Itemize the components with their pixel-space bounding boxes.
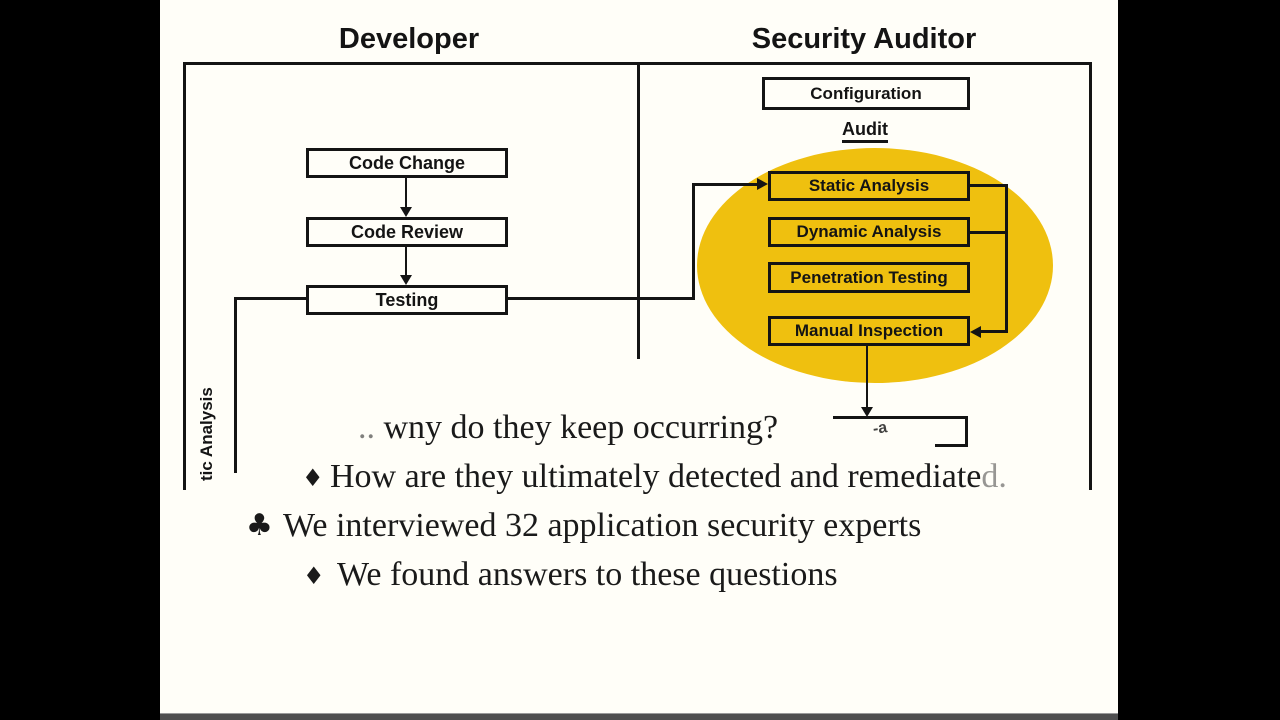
diamond-bullet-icon: ♦ <box>302 464 324 492</box>
overlay-line-4-text: We found answers to these questions <box>337 556 838 593</box>
right-black-bar <box>1118 0 1280 720</box>
configuration-box: Configuration <box>762 77 970 110</box>
overlay-line-1-text: wny do they keep occurring? <box>383 409 779 446</box>
overlay-line-3 <box>283 507 921 545</box>
arrow-stem <box>405 247 407 276</box>
arrow-down-icon <box>400 207 412 217</box>
penetration-testing-box: Penetration Testing <box>768 262 970 293</box>
overlay-line-3-text: We interviewed 32 application security experts <box>283 507 922 544</box>
audit-label <box>815 119 915 140</box>
connector-line <box>1005 184 1008 333</box>
overlay-line-2-faded: d. <box>981 458 1007 495</box>
arrow-left-icon <box>970 326 981 338</box>
left-black-bar <box>0 0 160 720</box>
connector-line <box>234 297 237 473</box>
audit-label-text: Audit <box>842 119 888 143</box>
arrow-stem <box>405 178 407 208</box>
container-right-edge <box>1089 62 1092 490</box>
connector-line <box>981 330 1008 333</box>
manual-inspection-box: Manual Inspection <box>768 316 970 346</box>
code-review-box: Code Review <box>306 217 508 247</box>
arrow-down-icon <box>400 275 412 285</box>
static-analysis-side-label: tic Analysis <box>197 387 216 481</box>
overlay-line-2 <box>330 458 1007 496</box>
report-box-bottom-edge <box>935 444 968 447</box>
club-bullet-icon: ♣ <box>246 508 273 543</box>
column-divider <box>637 62 640 359</box>
arrow-right-icon <box>757 178 768 190</box>
connector-line <box>970 184 1008 187</box>
container-left-edge <box>183 62 186 490</box>
static-analysis-box: Static Analysis <box>768 171 970 201</box>
overlay-line-4 <box>337 556 838 594</box>
connector-line <box>236 297 306 300</box>
overlay-line-2-text: How are they ultimately detected and remediate <box>330 458 982 495</box>
testing-box: Testing <box>306 285 508 315</box>
code-change-box: Code Change <box>306 148 508 178</box>
report-box-top-edge <box>833 416 968 419</box>
overlay-line-1-prefix: .. <box>358 409 375 446</box>
report-box-right-edge <box>965 416 968 447</box>
connector-line <box>695 183 757 186</box>
overlay-line-1 <box>358 409 778 447</box>
diamond-bullet-icon: ♦ <box>303 562 325 590</box>
bottom-strip <box>160 713 1118 720</box>
connector-line <box>692 183 695 300</box>
connector-line <box>508 297 695 300</box>
developer-header: Developer <box>338 23 480 55</box>
arrow-stem <box>866 346 868 407</box>
dynamic-analysis-box: Dynamic Analysis <box>768 217 970 247</box>
security-auditor-header: Security Auditor <box>751 23 977 55</box>
faded-report-text: -a <box>871 419 889 438</box>
connector-line <box>970 231 1008 234</box>
